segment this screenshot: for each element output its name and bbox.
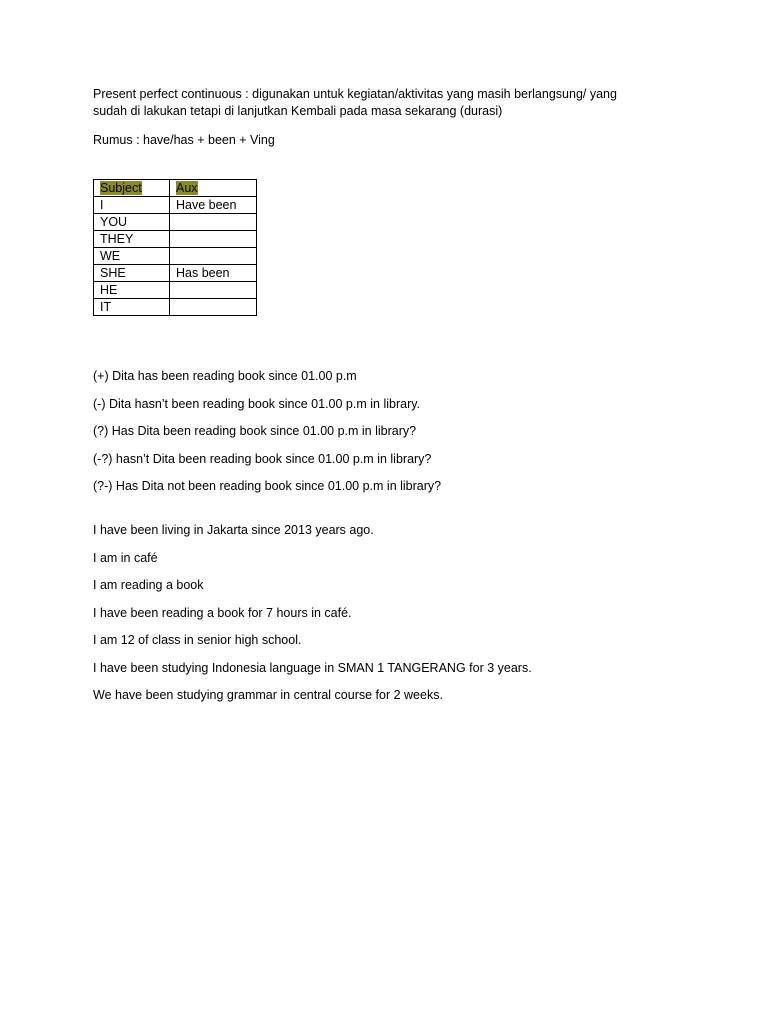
example-question: (?) Has Dita been reading book since 01.00 p.m in library? [93, 424, 417, 438]
aux-cell: Has been [170, 265, 257, 282]
formula-line: Rumus : have/has + been + Ving [93, 133, 275, 147]
aux-cell [170, 214, 257, 231]
document-page [93, 86, 673, 715]
table-row [94, 214, 257, 231]
table-header-row [94, 180, 257, 197]
intro-line-2: sudah di lakukan tetapi di lanjutkan Kembali pada masa sekarang (durasi) [93, 104, 503, 118]
intro-paragraph [93, 86, 653, 120]
example-positive: (+) Dita has been reading book since 01.00 p.m [93, 369, 357, 383]
list-item: I have been reading a book for 7 hours in café. [93, 605, 352, 620]
aux-cell [170, 248, 257, 265]
list-item: I am 12 of class in senior high school. [93, 633, 302, 647]
subject-cell: YOU [94, 214, 170, 231]
table-row [94, 282, 257, 299]
subject-cell: WE [94, 248, 170, 265]
practice-sentences [93, 522, 673, 704]
header-aux: Aux [176, 181, 198, 195]
table-row [94, 197, 257, 214]
example-negative-question: (-?) hasn’t Dita been reading book since 01.00 p.m in library? [93, 451, 432, 466]
example-sentences [93, 368, 673, 495]
table-row [94, 231, 257, 248]
table-row [94, 299, 257, 316]
subject-cell: HE [94, 282, 170, 299]
table-row [94, 265, 257, 282]
subject-cell: IT [94, 299, 170, 316]
list-item: I am reading a book [93, 578, 204, 592]
subject-cell: I [94, 197, 170, 214]
list-item: I have been living in Jakarta since 2013 years ago. [93, 523, 374, 537]
table-row [94, 248, 257, 265]
header-aux-cell [170, 180, 257, 197]
header-subject: Subject [100, 181, 142, 195]
subject-cell: THEY [94, 231, 170, 248]
list-item: I have been studying Indonesia language in SMAN 1 TANGERANG for 3 years. [93, 660, 532, 675]
subject-aux-table [93, 179, 257, 316]
list-item: I am in café [93, 550, 158, 565]
aux-cell [170, 231, 257, 248]
aux-cell: Have been [170, 197, 257, 214]
example-negative: (-) Dita hasn’t been reading book since 01.00 p.m in library. [93, 396, 421, 411]
intro-line-1: Present perfect continuous : digunakan untuk kegiatan/aktivitas yang masih berlangsung/ yang [93, 87, 617, 101]
aux-cell [170, 282, 257, 299]
aux-cell [170, 299, 257, 316]
header-subject-cell [94, 180, 170, 197]
list-item: We have been studying grammar in central course for 2 weeks. [93, 688, 443, 702]
subject-cell: SHE [94, 265, 170, 282]
example-question-negative: (?-) Has Dita not been reading book since 01.00 p.m in library? [93, 479, 442, 493]
